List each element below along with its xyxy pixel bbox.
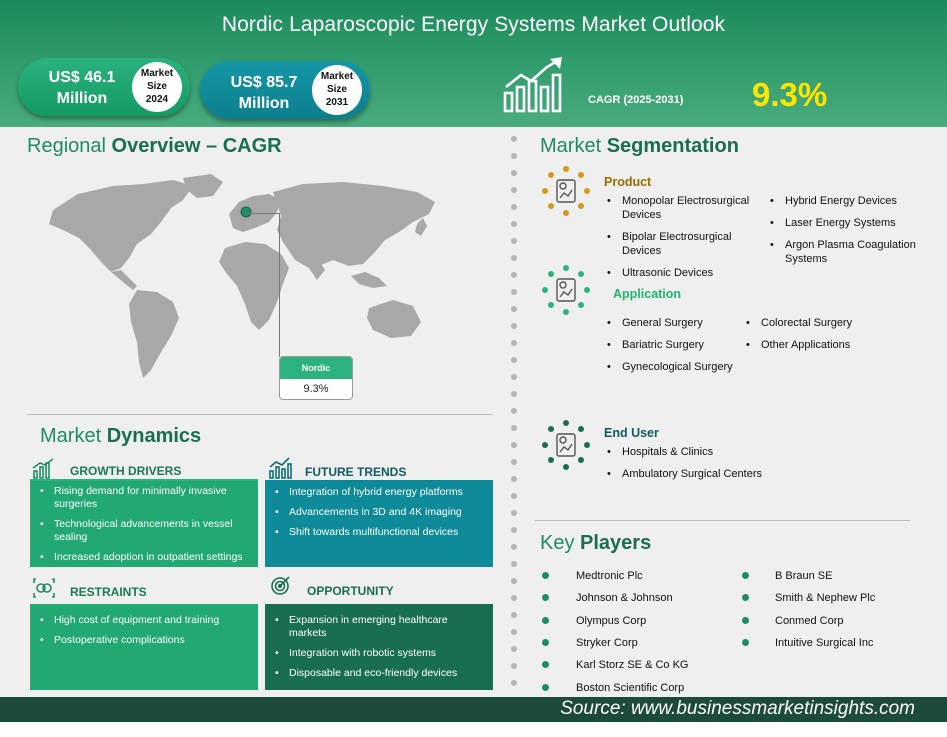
opportunity-box [265,604,493,690]
key-player: Medtronic Plc [576,570,643,582]
product-item: • Ultrasonic Devices [607,266,767,280]
region-callout-nordic [279,356,353,400]
player-bullet [542,639,549,646]
callout-connector [279,213,280,357]
section-divider [27,414,493,415]
growth-drivers-icon [32,457,56,479]
restraints-icon [32,577,56,599]
end-user-title: End User [604,426,659,440]
header-banner [0,0,947,127]
market-dynamics-heading [40,425,201,448]
application-item: • Colorectal Surgery [746,316,886,330]
product-item: • Bipolar Electrosurgical Devices [607,230,767,258]
bottom-strip [0,722,947,737]
product-item: • Monopolar Electrosurgical Devices [607,194,767,222]
regional-overview-heading [27,135,282,158]
end-user-item: • Ambulatory Surgical Centers [607,467,787,481]
footer-bar [0,697,947,722]
application-title: Application [613,287,682,301]
product-icon [540,165,592,217]
player-bullet [542,661,549,668]
market-segmentation-heading [540,135,739,158]
opportunity-title: OPPORTUNITY [307,584,394,598]
restraints-title: RESTRAINTS [70,585,147,599]
key-player: Smith & Nephew Plc [775,592,876,604]
product-item: • Argon Plasma Coagulation Systems [770,238,920,266]
cagr-label: CAGR (2025-2031) [588,94,684,106]
market-size-2024-value [28,67,136,109]
key-player: B Braun SE [775,570,833,582]
market-size-2024-amount: US$ 46.1 [48,69,116,86]
player-bullet [742,594,749,601]
cagr-value: 9.3% [752,76,828,113]
product-item: • Hybrid Energy Devices [770,194,940,208]
restraint-item: • Postoperative complications [40,634,252,647]
market-size-2031-amount: US$ 85.7 [230,74,298,91]
growth-drivers-box [30,481,258,567]
heading-part: Regional [27,135,106,157]
future-trends-box [265,482,493,567]
key-player: Karl Storz SE & Co KG [576,659,689,671]
opportunity-item: • Disposable and eco-friendly devices [275,667,487,680]
opportunity-item: • Expansion in emerging healthcare markets [275,614,487,640]
growth-driver-item: • Increased adoption in outpatient settings [40,551,252,564]
player-bullet [742,639,749,646]
vertical-dotted-divider [510,136,518,691]
application-item: • Other Applications [746,338,886,352]
application-item: • Bariatric Surgery [607,338,737,352]
restraints-box [30,604,258,690]
badge-label: Market [140,68,174,79]
product-title: Product [604,175,652,189]
callout-region-value: 9.3% [303,383,329,395]
heading-part-bold: Segmentation [606,135,739,157]
callout-connector [246,213,280,214]
source-text: Source: www.businessmarketinsights.com [560,698,915,719]
application-item: • General Surgery [607,316,737,330]
future-trends-title: FUTURE TRENDS [305,465,407,479]
market-size-2031-unit: Million [238,95,290,112]
growth-chart-icon [503,57,565,113]
badge-year: 2031 [325,97,349,108]
key-player: Stryker Corp [576,637,638,649]
key-player: Intuitive Surgical Inc [775,637,874,649]
heading-part: Key [540,532,575,554]
key-players-heading [540,532,651,555]
player-bullet [542,572,549,579]
future-trend-item: • Integration of hybrid energy platforms [275,486,487,499]
product-item: • Laser Energy Systems [770,216,940,230]
market-size-2031-pill [200,61,370,119]
restraint-item: • High cost of equipment and training [40,614,252,627]
key-player: Conmed Corp [775,615,844,627]
end-user-icon [540,419,592,471]
growth-driver-item: • Technological advancements in vessel sealing [40,518,252,544]
player-bullet [742,617,749,624]
market-size-2031-value [210,72,318,114]
key-player: Olympus Corp [576,615,647,627]
heading-part: Market [540,135,602,157]
badge-label: Size [146,81,167,92]
badge-label: Market [320,71,354,82]
growth-drivers-title: GROWTH DRIVERS [70,464,182,478]
future-trend-item: • Shift towards multifunctional devices [275,526,487,539]
key-player: Boston Scientific Corp [576,682,685,694]
heading-part-bold: Dynamics [106,425,202,447]
application-icon [540,264,592,316]
growth-driver-item: • Rising demand for minimally invasive surgeries [40,485,252,511]
market-size-2024-unit: Million [56,90,108,107]
future-trends-icon [268,457,292,479]
opportunity-icon [268,575,292,597]
player-bullet [542,684,549,691]
application-item: • Gynecological Surgery [607,360,747,374]
badge-label: Size [326,84,347,95]
player-bullet [542,617,549,624]
key-player: Johnson & Johnson [576,592,673,604]
end-user-item: • Hospitals & Clinics [607,445,767,459]
badge-year: 2024 [145,94,169,105]
callout-region-name: Nordic [280,357,352,379]
heading-part: Market [40,425,102,447]
page-title: Nordic Laparoscopic Energy Systems Market Outlook [221,13,726,36]
opportunity-item: • Integration with robotic systems [275,647,487,660]
player-bullet [742,572,749,579]
market-size-2031-badge [312,65,362,115]
heading-part-bold: Players [580,532,652,554]
market-size-2024-pill [18,58,190,116]
player-bullet [542,594,549,601]
heading-part-bold: Overview – CAGR [111,135,282,157]
world-map [33,172,453,387]
future-trend-item: • Advancements in 3D and 4K imaging [275,506,487,519]
market-size-2024-badge [132,62,182,112]
section-divider [535,520,910,521]
